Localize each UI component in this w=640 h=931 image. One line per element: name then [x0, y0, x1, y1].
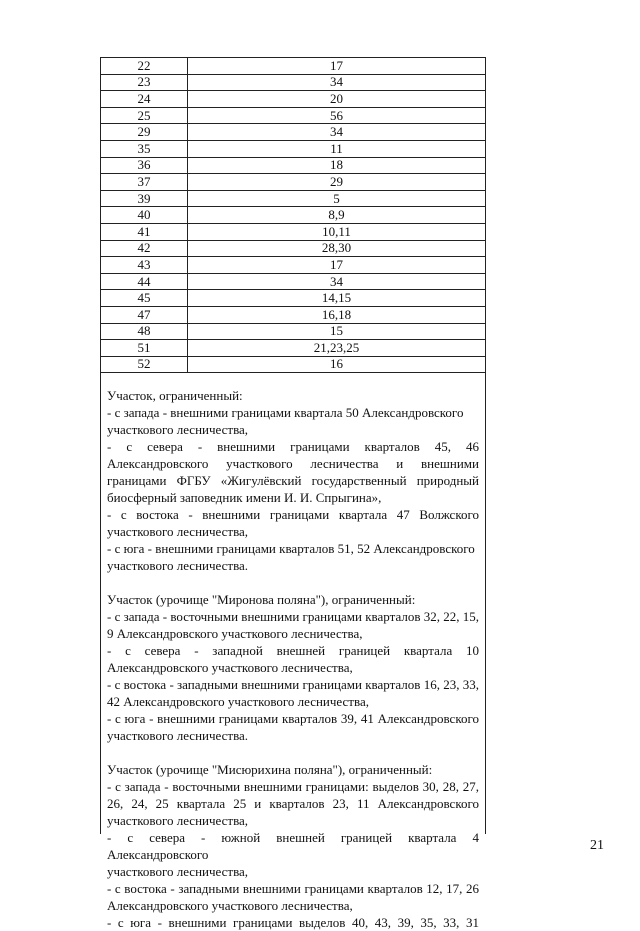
section-line: - с севера - южной внешней границей квартала 4 Александровского	[107, 830, 479, 863]
table-row	[101, 340, 485, 357]
section-line: 9 Александровского участкового лесничества,	[107, 626, 363, 642]
section-line: участкового лесничества,	[107, 422, 249, 438]
section-line: - с севера - внешними границами кварталов 45, 46	[107, 439, 479, 455]
table-cell-values: 11	[188, 140, 486, 157]
table-cell-number: 22	[101, 58, 188, 74]
table-cell-number: 52	[101, 356, 188, 373]
section-line: - с востока - западными внешними границами кварталов 12, 17, 26	[107, 881, 479, 897]
table-row	[101, 290, 485, 307]
section-line: - с запада - восточными внешними границами: выделов 30, 28, 27,	[107, 779, 479, 795]
section-line: - с востока - западными внешними границами кварталов 16, 23, 33,	[107, 677, 479, 693]
section-line: - с востока - внешними границами квартала 47 Волжского	[107, 507, 479, 523]
boundary-descriptions	[101, 373, 485, 931]
table-cell-values: 17	[188, 58, 486, 74]
table-cell-number: 35	[101, 140, 188, 157]
table-cell-values: 17	[188, 257, 486, 274]
page-number: 21	[590, 838, 604, 853]
table-row	[101, 356, 485, 373]
section-heading: Участок (урочище "Миронова поляна"), ограниченный:	[107, 592, 416, 608]
table-cell-number: 39	[101, 190, 188, 207]
table-row	[101, 273, 485, 290]
section-line: - с юга - внешними границами кварталов 51, 52 Александровского	[107, 541, 475, 557]
table-cell-number: 23	[101, 74, 188, 91]
section-heading: Участок, ограниченный:	[107, 388, 243, 404]
section-line: - с юга - внешними границами выделов 40, 43, 39, 35, 33, 31	[107, 915, 479, 931]
section-line: биосферный заповедник имени И. И. Спрыгина»,	[107, 490, 382, 506]
table-cell-number: 29	[101, 124, 188, 141]
table-cell-number: 43	[101, 257, 188, 274]
section-line: 26, 24, 25 квартала 25 и кварталов 23, 11 Александровского	[107, 796, 479, 812]
table-cell-number: 45	[101, 290, 188, 307]
table-cell-values: 5	[188, 190, 486, 207]
section-line: Александровского участкового лесничества,	[107, 660, 353, 676]
document-frame	[100, 57, 486, 931]
table-cell-values: 29	[188, 174, 486, 191]
table-row	[101, 240, 485, 257]
boundary-section	[107, 387, 479, 574]
table-row	[101, 207, 485, 224]
section-line: участкового лесничества,	[107, 813, 249, 829]
table-cell-number: 42	[101, 240, 188, 257]
section-line: участкового лесничества.	[107, 728, 249, 744]
table-cell-number: 44	[101, 273, 188, 290]
section-line: участкового лесничества,	[107, 524, 249, 540]
table-row	[101, 157, 485, 174]
table-row	[101, 223, 485, 240]
quarters-table-body	[101, 58, 485, 373]
section-line: Александровского участкового лесничества,	[107, 898, 353, 914]
table-cell-values: 14,15	[188, 290, 486, 307]
table-cell-number: 51	[101, 340, 188, 357]
table-cell-values: 15	[188, 323, 486, 340]
table-row	[101, 91, 485, 108]
table-cell-number: 37	[101, 174, 188, 191]
section-line: границами ФГБУ «Жигулёвский государственный природный	[107, 473, 479, 489]
table-cell-values: 21,23,25	[188, 340, 486, 357]
table-cell-values: 8,9	[188, 207, 486, 224]
section-line: - с запада - внешними границами квартала 50 Александровского	[107, 405, 464, 421]
table-cell-values: 16,18	[188, 306, 486, 323]
table-cell-number: 47	[101, 306, 188, 323]
table-row	[101, 306, 485, 323]
table-cell-number: 24	[101, 91, 188, 108]
quarters-table	[101, 58, 485, 373]
table-cell-values: 18	[188, 157, 486, 174]
table-row	[101, 58, 485, 74]
table-cell-number: 25	[101, 107, 188, 124]
table-cell-values: 56	[188, 107, 486, 124]
table-cell-values: 28,30	[188, 240, 486, 257]
table-cell-number: 48	[101, 323, 188, 340]
section-heading: Участок (урочище "Мисюрихина поляна"), ограниченный:	[107, 762, 433, 778]
section-line: участкового лесничества.	[107, 558, 249, 574]
table-row	[101, 124, 485, 141]
table-cell-values: 34	[188, 74, 486, 91]
table-row	[101, 323, 485, 340]
table-row	[101, 74, 485, 91]
section-line: Александровского участкового лесничества и внешними	[107, 456, 479, 472]
boundary-section	[107, 761, 479, 931]
section-line: - с запада - восточными внешними границами кварталов 32, 22, 15,	[107, 609, 479, 625]
table-cell-values: 34	[188, 124, 486, 141]
section-line: - с юга - внешними границами кварталов 39, 41 Александровского	[107, 711, 479, 727]
boundary-section	[107, 591, 479, 744]
table-cell-number: 41	[101, 223, 188, 240]
table-row	[101, 190, 485, 207]
section-line: - с севера - западной внешней границей квартала 10	[107, 643, 479, 659]
table-row	[101, 174, 485, 191]
table-cell-values: 20	[188, 91, 486, 108]
table-cell-values: 34	[188, 273, 486, 290]
section-line: 42 Александровского участкового лесничества,	[107, 694, 369, 710]
table-cell-number: 36	[101, 157, 188, 174]
table-row	[101, 140, 485, 157]
table-row	[101, 257, 485, 274]
table-row	[101, 107, 485, 124]
section-line: участкового лесничества,	[107, 864, 249, 880]
table-cell-number: 40	[101, 207, 188, 224]
table-cell-values: 10,11	[188, 223, 486, 240]
table-cell-values: 16	[188, 356, 486, 373]
